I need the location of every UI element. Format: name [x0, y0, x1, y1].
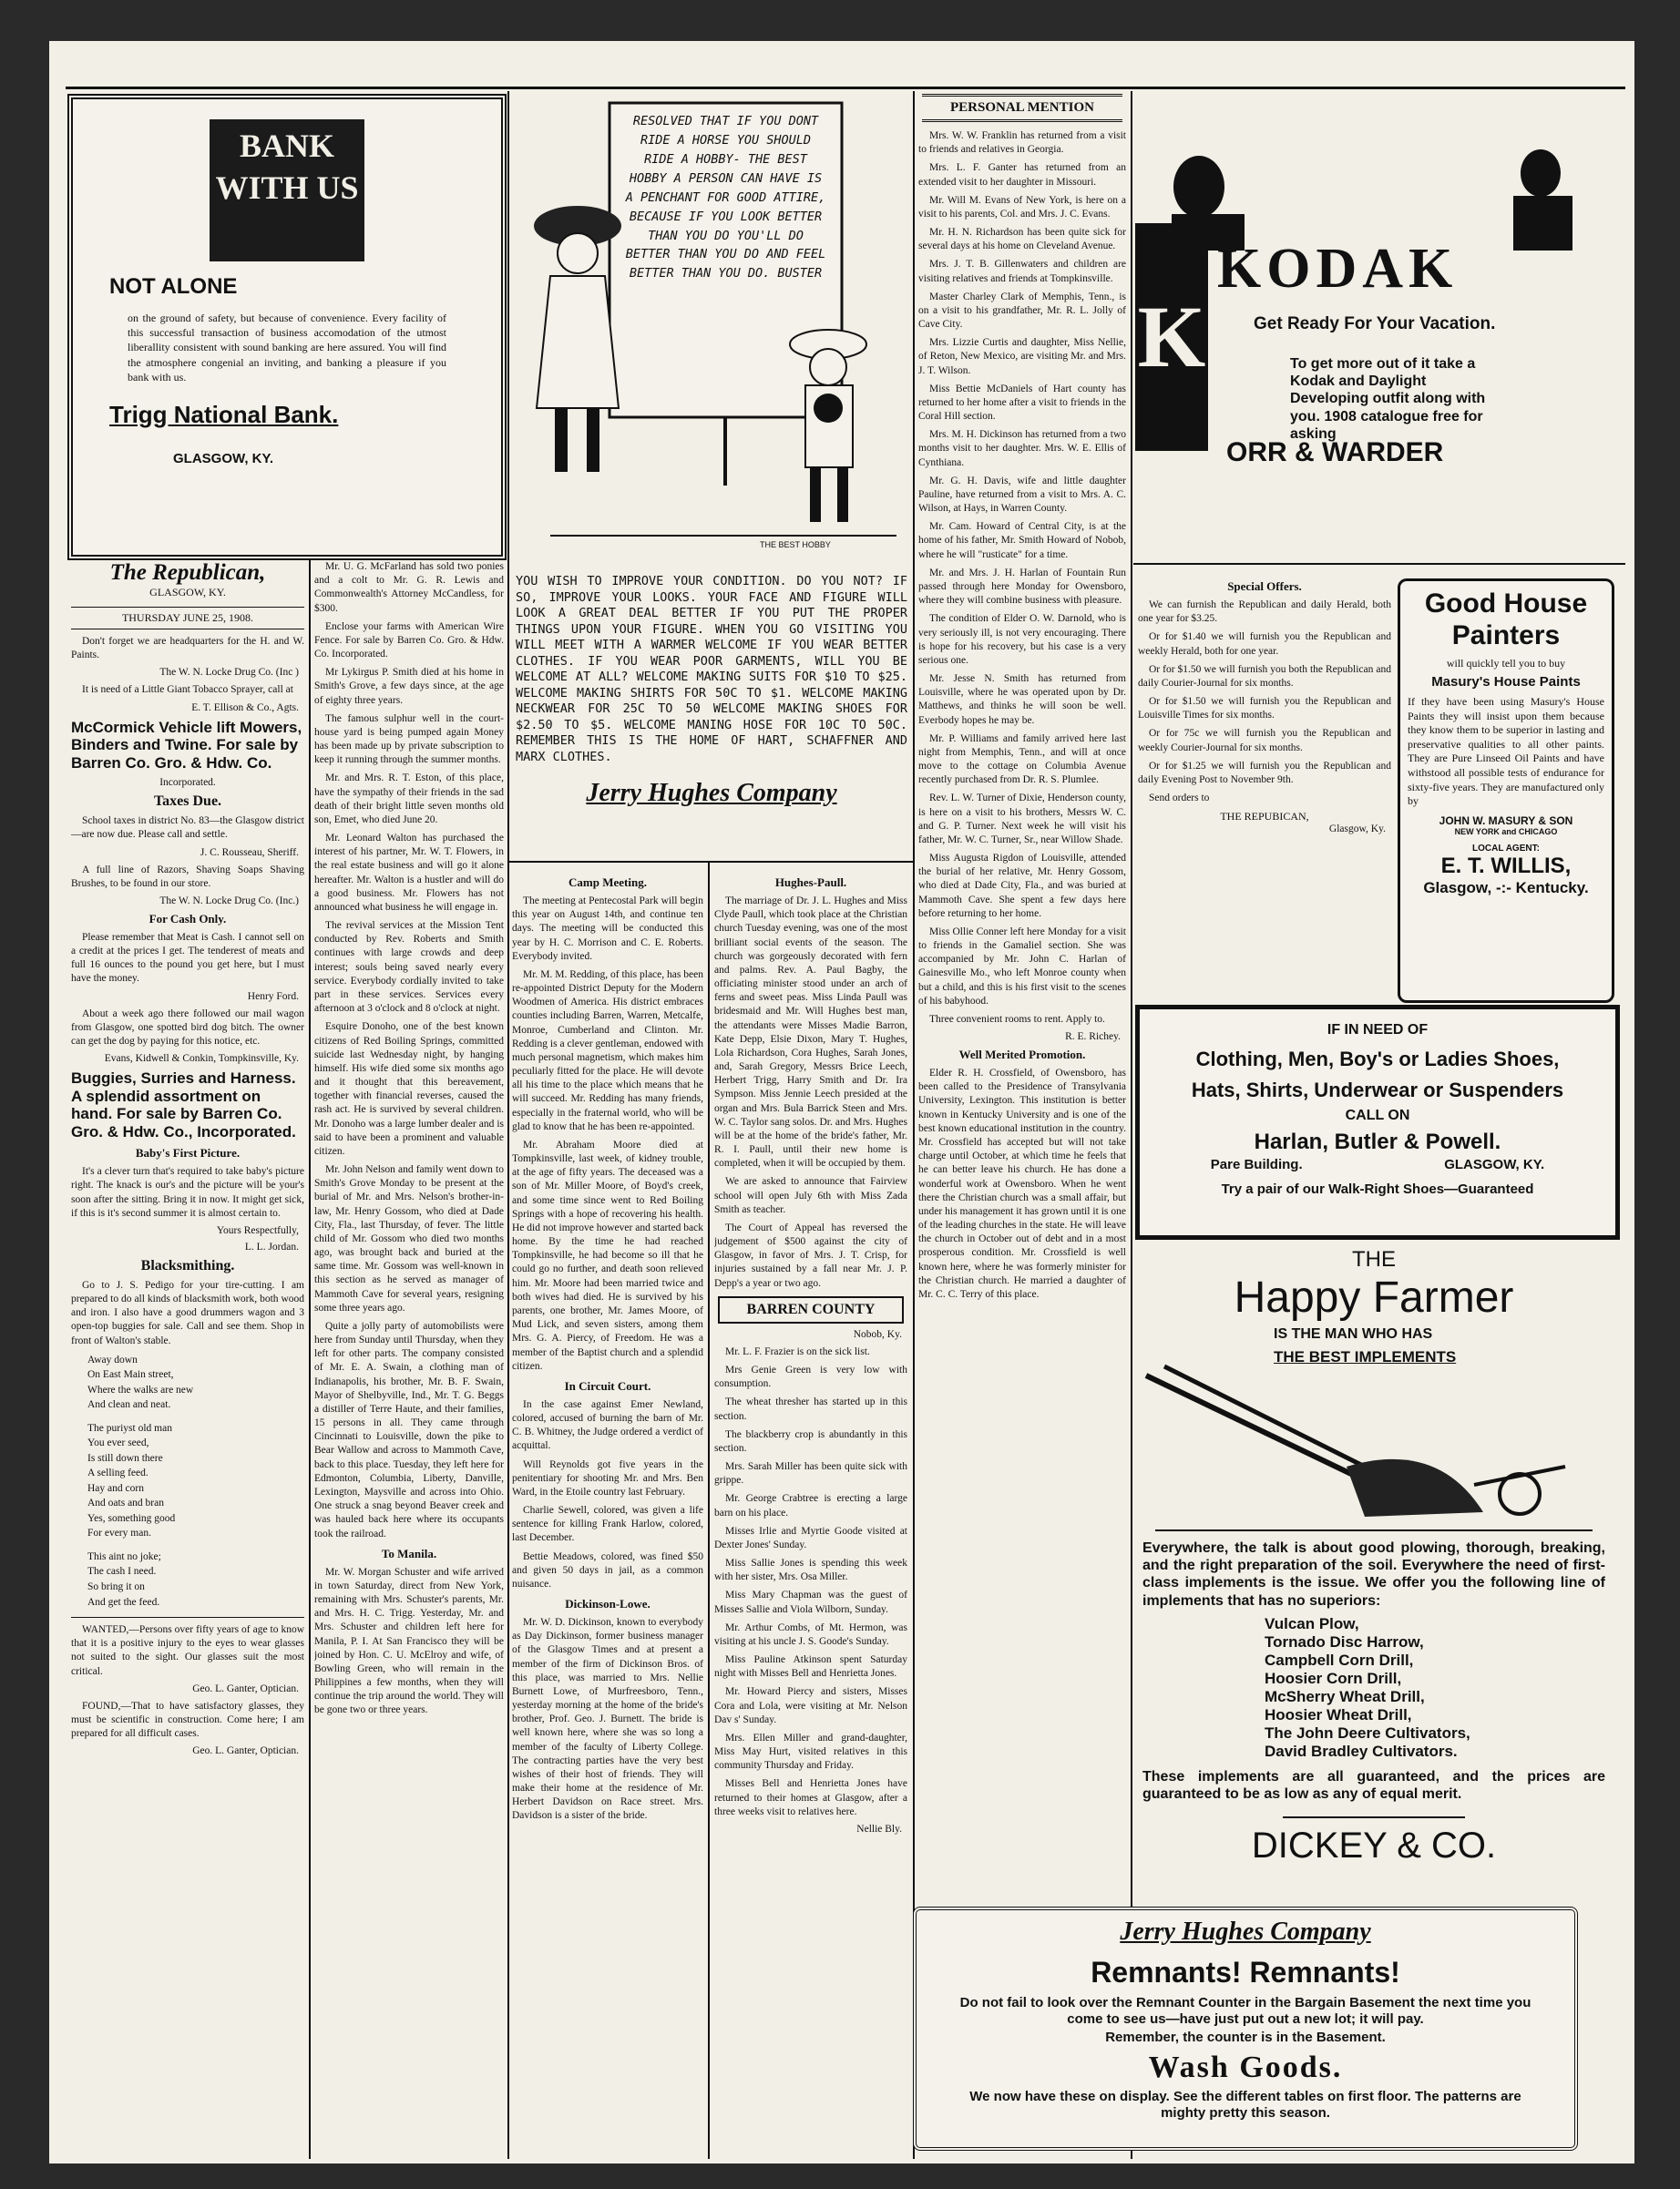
- farmer-the: THE: [1352, 1247, 1396, 1272]
- taxes-text: School taxes in district No. 83—the Glasgow district—are now due. Please call and settle.: [71, 815, 304, 841]
- news-item: Mr. and Mrs. R. T. Eston, of this place, have the sympathy of their friends in the sad death of their bright little seven months old son, Emet, who died June 20.: [314, 772, 504, 825]
- farmer-guarantee: These implements are all guaranteed, and the prices are guaranteed to be as low as any of equal merit.: [1142, 1769, 1605, 1803]
- offer-item: Or for $1.25 we will furnish you the Republican and daily Evening Post to November 9th.: [1138, 760, 1391, 785]
- painters-maker-place: NEW YORK and CHICAGO: [1454, 826, 1558, 836]
- news-item: The blackberry crop is abundantly in this section.: [714, 1428, 907, 1454]
- painters-ad: [1398, 578, 1614, 1003]
- personal-mention-heading: PERSONAL MENTION: [922, 94, 1122, 122]
- bank-ad: [67, 94, 507, 560]
- list-item: David Bradley Cultivators.: [1265, 1743, 1458, 1761]
- poem-line: The cash I need.: [87, 1566, 157, 1578]
- barren-heading: BARREN COUNTY: [718, 1296, 904, 1324]
- razors-text: A full line of Razors, Shaving Soaps Shaving Brushes, to be found in our store.: [71, 864, 304, 889]
- poem-gap: [87, 1542, 304, 1550]
- news-item: We are asked to announce that Fairview school will open July 6th with Miss Zada Smith as teacher.: [714, 1176, 907, 1215]
- painters-agent: E. T. WILLIS,: [1440, 853, 1572, 878]
- found-text: FOUND,—That to have satisfactory glasses, they must be scientific in construction. Come here; I am prepared for all difficult cases.: [71, 1700, 304, 1740]
- kodak-initial: K: [1135, 223, 1208, 451]
- offer-item: Or for $1.50 we will furnish you both the Republican and daily Courier-Journal for six months.: [1138, 663, 1391, 689]
- column-rule: [913, 91, 915, 2159]
- harlan-building: Pare Building.: [1210, 1157, 1303, 1172]
- news-item: Esquire Donoho, one of the best known citizens of Red Boiling Springs, committed suicide last Wednesday night, by hanging himself. His wife died some six months ago and it thought that this bereavement, together with financial reverses, caused the rash act. He is survived by several children. Mr. Donoho was a large lumber dealer and is said to have been a prominent and valuable citizen.: [314, 1021, 504, 1157]
- hughes-paull-text: The marriage of Dr. J. L. Hughes and Miss Clyde Paull, which took place at the Christian church Tuesday evening, was one of the most brilliant social events of the season. The church was gorgeously decorated with fern and palms. Rev. A. Paul Bagby, the officiating minister stood under an arch of ferns and sweet peas. Miss Linda Paull was bridesmaid and Mr. Will Hughes best man, the attendants were Misses Madie Barron, Kate Depp, Elsie Dixon, Mary T. Hughes, Lola Richardson, Cora Hughes, Sarah Jones, and, Sarah Gregory, Messrs Brice Leech, Herbert Trigg, Harry Smith and Dr. Ira Sympson. Miss Jennie Leech presided at the organ and Mrs. Bula Barrick Steen and Mrs. W. C. Taylor sang solos. Dr. and Mrs. Hughes will be at the home of the bride's father, Mr. R. I. Paull, until their new home is completed, when it will be occupied by them.: [714, 895, 907, 1170]
- offer-item: Or for $1.40 we will furnish you the Republican and weekly Herald, both for one year.: [1138, 631, 1391, 657]
- news-item: Mrs Genie Green is very low with consumption.: [714, 1364, 907, 1390]
- kodak-brand: KODAK: [1217, 238, 1459, 300]
- offers-place: Glasgow, Ky.: [1328, 823, 1386, 835]
- local-notice: Don't forget we are headquarters for the H. and W. Paints.: [71, 636, 304, 661]
- signature: E. T. Ellison & Co., Agts.: [191, 701, 299, 713]
- news-item: Mrs. Lizzie Curtis and daughter, Miss Nellie, of Reton, New Mexico, are visiting Mr. and Mrs. J. T. Wilson.: [918, 337, 1126, 376]
- local-notice: It is need of a Little Giant Tobacco Sprayer, call at: [82, 684, 293, 696]
- column-rule: [507, 91, 509, 2159]
- painters-product: Masury's House Paints: [1431, 674, 1581, 690]
- news-item: Miss Augusta Rigdon of Louisville, attended the burial of her relative, Mr. Henry Gossom, who died at Dade City, Fla., and was buried at Mammoth Cave. She spent a few days here before returning to her home.: [918, 853, 1126, 919]
- kodak-tagline: Get Ready For Your Vacation.: [1254, 314, 1496, 333]
- news-item: Mr. Arthur Combs, of Mt. Hermon, was visiting at his uncle J. S. Goode's Sunday.: [714, 1621, 907, 1647]
- signature: Evans, Kidwell & Conkin, Tompkinsville, Ky.: [104, 1053, 299, 1065]
- cartoon-caption: THE BEST HOBBY: [760, 540, 831, 549]
- news-item: The Court of Appeal has reversed the judgement of $500 against the city of Glasgow, in favor of Mrs. J. T. Crisp, for injuries sustained by a fall near Mr. J. P. Depp's a year or two ago.: [714, 1222, 907, 1289]
- harlan-line1: IF IN NEED OF: [1327, 1022, 1429, 1038]
- rule: [71, 1617, 304, 1618]
- news-item: The condition of Elder O. W. Darnold, who is very seriously ill, is not very encouraging. There is hope for his recovery, but his case is a very serious one.: [918, 613, 1126, 666]
- list-item: Vulcan Plow,: [1265, 1614, 1359, 1632]
- poem-line: Is still down there: [87, 1452, 163, 1464]
- rule: [509, 861, 913, 863]
- farmer-sub1: IS THE MAN WHO HAS: [1274, 1326, 1433, 1342]
- poem-line: You ever seed,: [87, 1437, 149, 1449]
- plow-illustration: [1137, 1357, 1611, 1539]
- painters-body: If they have been using Masury's House Paints they will insist upon them because they know them to be superior in lasting and preservative qualities to all other paints. They are Pure Linseed Oil Paints and have withstood all possible tests of endurance for sixty-five years. They are manufactured only by: [1408, 695, 1604, 808]
- news-item: Mr. G. H. Davis, wife and little daughter Pauline, have returned from a visit to Mrs. A. C. Wilson, at Hays, in Warren County.: [918, 475, 1126, 515]
- list-item: The John Deere Cultivators,: [1265, 1724, 1470, 1743]
- cartoon-speech: RESOLVED THAT IF YOU DONT RIDE A HORSE YOU SHOULD RIDE A HOBBY- THE BEST HOBBY A PERSON CAN HAVE IS A PENCHANT FOR GOOD ATTIRE, BECAUSE IF YOU LOOK BETTER THAN YOU DO YOU'LL DO BETTER THAN YOU DO AND FEEL BETTER THAN YOU DO. BUSTER: [625, 114, 826, 281]
- offer-item: Or for 75c we will furnish you the Republican and weekly Courier-Journal for six months.: [1138, 728, 1391, 753]
- news-item: Mrs. L. F. Ganter has returned from an extended visit to her daughter in Missouri.: [918, 162, 1126, 188]
- signature: J. C. Rousseau, Sheriff.: [200, 846, 299, 858]
- signature: The W. N. Locke Drug Co. (Inc ): [159, 667, 299, 679]
- poem-line: And get the feed.: [87, 1596, 160, 1608]
- farmer-heading: Happy Farmer: [1234, 1274, 1514, 1322]
- dog-text: About a week ago there followed our mail wagon from Glasgow, one spotted bird dog bitch. The owner can get the dog by paying for this notice, etc.: [71, 1008, 304, 1047]
- offers-to: THE REPUBICAN,: [1220, 810, 1309, 823]
- bank-body: on the ground of safety, but because of convenience. Every facility of this successful transaction of business accomodation of the utmost liberallity consistent with sound banking are here assured. You will find the atmosphere congenial an inviting, and banking a pleasure if you bank with us.: [128, 312, 446, 384]
- news-item: Mr. Leonard Walton has purchased the interest of his partner, Mr. W. T. Flowers, in the real estate business and will go it alone hereafter. Mr. Walton is a hustler and will do a good business. Mr. Flowers has not announced what business he will engage in.: [314, 833, 504, 913]
- harlan-ad: [1135, 1005, 1620, 1240]
- mccormick-ad: McCormick Vehicle lift Mowers, Binders and Twine. For sale by Barren Co. Gro. & Hdw. Co.: [71, 718, 302, 772]
- news-item: Rev. L. W. Turner of Dixie, Henderson county, is here on a visit to his brothers, Messrs W. C. and G. P. Turner. Next week he will visit his father, Mr. W. C. Turner, Sr., near Willow Shade.: [918, 793, 1126, 845]
- court-item: Will Reynolds got five years in the penitentiary for shooting Mr. and Mrs. Ben Ward, in the Etoile country last February.: [512, 1458, 703, 1498]
- signature: The W. N. Locke Drug Co. (Inc.): [159, 895, 299, 906]
- newspaper-page: [49, 41, 1634, 2163]
- poem-line: Yes, something good: [87, 1512, 176, 1524]
- painters-sub: will quickly tell you to buy: [1446, 657, 1566, 670]
- news-item: Mrs. Ellen Miller and grand-daughter, Miss May Hurt, visited relatives in this community Thursday and Friday.: [714, 1732, 907, 1772]
- offers-heading: Special Offers.: [1227, 579, 1302, 593]
- signature: Yours Respectfully,: [216, 1224, 299, 1236]
- court-item: Charlie Sewell, colored, was given a life sentence for killing Frank Harlow, colored, last December.: [512, 1505, 703, 1544]
- painters-agent-place: Glasgow, -:- Kentucky.: [1423, 878, 1589, 896]
- kodak-body: To get more out of it take a Kodak and Daylight Developing outfit along with you. 1908 catalogue free for asking: [1290, 356, 1486, 442]
- news-item: Mr. L. F. Frazier is on the sick list.: [725, 1345, 870, 1357]
- news-item: Mr. Abraham Moore died at Tompkinsville, last week, of kidney trouble, at the age of fifty years. The deceased was a son of Mr. Miller Moore, of Boyd's creek, and some time since went to Red Boiling Springs with a hope of recovering his health. He did not improve however and started back home. By the time he had reached Tompkinsville, he had become so ill that he could go no further, and death soon relieved him. Mr. Moore had been married twice and both wives had died. He is survived by his parents, one brother, Mr. James Moore, of Mud Lick, and seven sisters, among them Mrs. G. A. Piercy, of Freedom. He was a member of the Baptist church and a splendid citizen.: [512, 1139, 703, 1372]
- news-item: Mr. John Nelson and family went down to Smith's Grove Monday to be present at the burial of Mr. and Mrs. Nelson's brother-in-law, Mr. Henry Gossom, who died at Dade City, Fla., last Thursday, of fever. The little child of Mr. Gossom who died two months ago, was brought back and buried at the same time. Mr. Gossom was well-known in this section as he served as manager of Mammoth Cave for several years, resigning some three years ago.: [314, 1164, 504, 1314]
- signature: L. L. Jordan.: [244, 1241, 299, 1253]
- hughes-paull-heading: Hughes-Paull.: [774, 875, 847, 889]
- kodak-dealer: ORR & WARDER: [1226, 437, 1444, 467]
- court-item: Bettie Meadows, colored, was fined $50 and given 50 days in jail, as a common nuisance.: [512, 1550, 703, 1590]
- blacksmith-heading: Blacksmithing.: [140, 1257, 235, 1274]
- baby-heading: Baby's First Picture.: [135, 1146, 241, 1161]
- poem-line: Hay and corn: [87, 1482, 144, 1494]
- list-item: Hoosier Corn Drill,: [1265, 1669, 1402, 1687]
- court-heading: In Circuit Court.: [564, 1378, 651, 1393]
- news-item: Mrs. M. H. Dickinson has returned from a two months visit to her daughter. Mrs. W. E. Ellis of Cynthiana.: [918, 429, 1126, 468]
- poem-line: So bring it on: [87, 1581, 145, 1592]
- news-item: Mr. Cam. Howard of Central City, is at the home of his father, Mr. Smith Howard of Nobob, where he will "rusticate" for a time.: [918, 521, 1126, 560]
- baby-text: It's a clever turn that's required to take baby's picture right. The knack is our's and the picture will be your's soon after the sitting. Bring it in now. It might get sick, if this is it's second summer it is almost certain to.: [71, 1166, 304, 1219]
- farmer-dealer: DICKEY & CO.: [1251, 1825, 1497, 1866]
- news-item: Mrs. W. W. Franklin has returned from a visit to friends and relatives in Georgia.: [918, 130, 1126, 156]
- signature: Geo. L. Ganter, Optician.: [192, 1683, 299, 1694]
- signature: Nellie Bly.: [856, 1823, 902, 1835]
- cash-heading: For Cash Only.: [149, 911, 227, 926]
- poem-line: A selling feed.: [87, 1468, 149, 1479]
- news-item: Mr. Will M. Evans of New York, is here on a visit to his parents, Col. and Mrs. J. C. Evans.: [918, 194, 1126, 220]
- news-item: Mrs. J. T. B. Gillenwaters and children are visiting relatives and friends at Tompkinsville.: [918, 259, 1126, 284]
- blacksmith-text: Go to J. S. Pedigo for your tire-cutting. I am prepared to do all kinds of blacksmith work, both wood and iron. I also have a good drummers wagon and 3 open-top buggies for sale. Call and see them. Shop in front of Walton's stable.: [71, 1279, 304, 1346]
- dickinson-text: Mr. W. D. Dickinson, known to everybody as Day Dickinson, former business manager of the Glasgow Times and at present a member of the firm of Dickinson Bros. of this place, was married to Mrs. Nellie Burnett Lowe, of Murfreesboro, Tenn., yesterday morning at the home of the bride's brother, Prof. Geo. J. Burnett. The bride is well known here, where she was so long a member of the faculty of Liberty College. The contracting parties have the very best wishes of their host of friends. They will make their home at the residence of Mr. Herbert Davidson on Race street. Mrs. Davidson is a sister of the bride.: [512, 1617, 703, 1822]
- bank-name: Trigg National Bank.: [109, 400, 339, 428]
- offers-send: Send orders to: [1149, 793, 1210, 804]
- remnants-heading: Remnants! Remnants!: [1091, 1956, 1400, 1989]
- news-item: The wheat thresher has started up in this section.: [714, 1396, 907, 1422]
- rule: [1133, 563, 1625, 565]
- news-item: Misses Irlie and Myrtie Goode visited at Dexter Jones' Sunday.: [714, 1525, 907, 1550]
- news-item: The revival services at the Mission Tent conducted by Rev. Roberts and Smith continues with large crowds and deep interest; souls being saved nearly every service. Everybody cordially invited to take part in these services. Services every afternoon at 3 o'clock and 8 o'clock at night.: [314, 920, 504, 1015]
- rooms-text: Three convenient rooms to rent. Apply to.: [929, 1013, 1105, 1025]
- news-item: Mr Lykirgus P. Smith died at his home in Smith's Grove, a few days since, at the age of eighty three years.: [314, 667, 504, 706]
- remnants-body: Do not fail to look over the Remnant Counter in the Bargain Basement the next time you come to see us—have just put out a new lot; it will pay.: [959, 1995, 1531, 2027]
- column-rule: [309, 560, 311, 2159]
- news-item: Mr. George Crabtree is erecting a large barn on his place.: [714, 1493, 907, 1519]
- top-rule: [66, 87, 1625, 89]
- harlan-place: GLASGOW, KY.: [1444, 1157, 1545, 1172]
- poem-line: This aint no joke;: [87, 1550, 161, 1562]
- cash-text: Please remember that Meat is Cash. I cannot sell on a credit at the prices I get. The tenderest of meats and full 16 ounces to the pound you get here, but I must have the money.: [71, 931, 304, 985]
- painters-heading: Good House Painters: [1424, 588, 1588, 650]
- farmer-ad: [1137, 1243, 1611, 1872]
- column-5: [918, 94, 1126, 1899]
- signature: R. E. Richey.: [1065, 1031, 1121, 1043]
- bank-logo: BANK WITH US: [210, 119, 364, 261]
- offer-item: We can furnish the Republican and daily Herald, both one year for $3.25.: [1138, 599, 1391, 625]
- signature: Henry Ford.: [247, 990, 299, 1002]
- masthead-date: THURSDAY JUNE 25, 1908.: [121, 611, 254, 624]
- list-item: Hoosier Wheat Drill,: [1265, 1705, 1412, 1724]
- remnants-company: Jerry Hughes Company: [1120, 1918, 1371, 1946]
- promotion-heading: Well Merited Promotion.: [958, 1048, 1086, 1062]
- taxes-heading: Taxes Due.: [153, 793, 222, 810]
- news-item: Mr. U. G. McFarland has sold two ponies and a colt to Mr. G. R. Lewis and Commonwealth's Attorney McCandless, for $300.: [314, 561, 504, 614]
- barren-place: Nobob, Ky.: [853, 1328, 902, 1340]
- harlan-name: Harlan, Butler & Powell.: [1254, 1130, 1501, 1154]
- buggies-ad: Buggies, Surries and Harness. A splendid assortment on hand. For sale by Barren Co. Gro. & Hdw. Co., Incorporated.: [71, 1069, 296, 1141]
- poem-line: For every man.: [87, 1528, 151, 1539]
- dickinson-heading: Dickinson-Lowe.: [565, 1597, 650, 1611]
- news-item: Enclose your farms with American Wire Fence. For sale by Barren Co. Gro. & Hdw. Co. Incorporated.: [314, 620, 504, 660]
- news-item: Misses Bell and Henrietta Jones have returned to their homes at Glasgow, after a three weeks visit to relatives here.: [714, 1778, 907, 1817]
- wash-goods-heading: Wash Goods.: [1148, 2051, 1343, 2084]
- wanted-text: WANTED,—Persons over fifty years of age to know that it is a positive injury to the eyes to wear glasses not suited to the sight. Our glasses suit the most critical.: [71, 1624, 304, 1677]
- poem-line: The puriyst old man: [87, 1422, 172, 1434]
- signature: Incorporated.: [159, 777, 216, 789]
- column-rule: [1131, 91, 1132, 2159]
- poem-line: Where the walks are new: [87, 1384, 194, 1396]
- camp-heading: Camp Meeting.: [569, 875, 647, 889]
- cartoon-ad: [514, 94, 907, 568]
- harlan-line3: Hats, Shirts, Underwear or Suspenders: [1191, 1079, 1564, 1101]
- poem-line: And oats and bran: [87, 1498, 164, 1509]
- news-item: Mr. P. Williams and family arrived here last night from Memphis, Tenn., and will at once move to the cottage on Columbia Avenue recently purchased from Dr. R. S. Plumlee.: [918, 732, 1126, 786]
- news-item: Master Charley Clark of Memphis, Tenn., is on a visit to his grandfather, Mr. R. L. Jolly of Cave City.: [918, 291, 1126, 331]
- implement-list: [1265, 1615, 1611, 1761]
- bank-location: GLASGOW, KY.: [173, 450, 274, 466]
- column-4: [714, 870, 907, 2159]
- bank-headline: NOT ALONE: [109, 274, 238, 299]
- news-item: Mr. H. N. Richardson has been quite sick for several days at his home on Cleveland Avenue.: [918, 227, 1126, 252]
- news-item: Miss Ollie Conner left here Monday for a visit to friends in the Gamaliel section. She was accompanied by Mr. John C. Harlan of Gainesville Mo., who left Monroe county when but a child, and this is his first visit to the scenes of his babyhood.: [918, 926, 1126, 1007]
- manila-heading: To Manila.: [381, 1546, 437, 1560]
- news-item: Mr. Howard Piercy and sisters, Misses Cora and Lola, were visiting at Mr. Nelson Dav s' Sunday.: [714, 1686, 907, 1725]
- court-item: In the case against Emer Newland, colored, accused of burning the barn of Mr. C. B. Whitney, the Judge ordered a verdict of acquittal.: [512, 1398, 703, 1452]
- hughes-text: YOU WISH TO IMPROVE YOUR CONDITION. DO YOU NOT? IF SO, IMPROVE YOUR LOOKS. YOUR FACE AND FIGURE WILL LOOK A GREAT DEAL BETTER IF YOU PUT THE PROPER THINGS UPON YOUR FIGURE. WHEN YOU GO VISITING YOU WILL MEET WITH A WARMER WELCOME IF YOU WEAR BETTER CLOTHES. IF YOU WEAR POOR GARMENTS, WILL YOU BE WELCOME AT ALL? WELCOME MAKING SUITS FOR $10 TO $25. WELCOME MAKING SHIRTS FOR 50C TO $1. WELCOME MAKING NECKWEAR FOR 25C TO 50 WELCOME MAKING SHOES FOR $2.50 TO $5. WELCOME MANING HOSE FOR 10C TO 50C. REMEMBER THIS IS THE HOME OF HART, SCHAFFNER AND MARX CLOTHES.: [516, 574, 907, 765]
- wash-goods-body: We now have these on display. See the different tables on first floor. The patterns are mighty pretty this season.: [969, 2089, 1521, 2121]
- harlan-line2: Clothing, Men, Boy's or Ladies Shoes,: [1195, 1048, 1560, 1070]
- column-rule: [708, 861, 710, 2159]
- hughes-signature: Jerry Hughes Company: [586, 778, 837, 807]
- poem-line: And clean and neat.: [87, 1399, 171, 1411]
- news-item: Quite a jolly party of automobilists were here from Sunday until Thursday, when they left for other parts. The company consisted of Mr. E. A. Swain, a clothing man of Indianapolis, his brother, Mr. B. F. Swain, Mayor of Shelbyville, Ind., Mr. T. G. Beggs a distiller of Terre Haute, and their families, 15 persons in all. They came through Cincinnati to Louisville, down the pike to Bear Wallow and across to Mammoth Cave, back to this place. Tuesday, they left here for Edmonton, Columbia, Liberty, Danville, Lexington, Maysville and across into Ohio. One struck a snag beyond Beaver creek and was hauled back here where its occupants took the railroad.: [314, 1320, 504, 1539]
- kodak-ad: [1135, 132, 1591, 551]
- news-item: Mr. Jesse N. Smith has returned from Louisville, where he was operated upon by Dr. Matthews, and thinks he will soon be well. Everbody hopes he may be.: [918, 673, 1126, 726]
- news-item: Mr. and Mrs. J. H. Harlan of Fountain Run passed through here Monday for Owensboro, where they will combine business with pleasure.: [918, 567, 1126, 607]
- list-item: Campbell Corn Drill,: [1265, 1651, 1414, 1669]
- manila-text: Mr. W. Morgan Schuster and wife arrived in town Saturday, direct from New York, remaining with Mrs. Schuster's parents, Mr. and Mrs. H. C. Trigg. Yesterday, Mr. and Mrs. Schuster and children left here for Manila, P. I. At San Francisco they will be joined by Hon. C. U. McElroy and wife, of Bowling Green, who will remain in the Philippines a few months, when they will continue the trip around the world. They will be gone two or three years.: [314, 1566, 504, 1716]
- news-item: Miss Sallie Jones is spending this week with her sister, Mrs. Osa Miller.: [714, 1558, 907, 1583]
- poem-gap: [87, 1414, 304, 1421]
- rule: [1283, 1816, 1465, 1818]
- column-3: [512, 870, 703, 2159]
- masthead-title: The Republican,: [109, 560, 266, 585]
- painters-agent-label: LOCAL AGENT:: [1472, 843, 1540, 854]
- list-item: McSherry Wheat Drill,: [1265, 1687, 1425, 1705]
- poem-line: Away down: [87, 1354, 138, 1366]
- news-item: Miss Pauline Atkinson spent Saturday night with Misses Bell and Henrietta Jones.: [714, 1654, 907, 1680]
- news-item: Miss Mary Chapman was the guest of Misses Sallie and Viola Wilborn, Sunday.: [714, 1590, 907, 1615]
- painters-maker: JOHN W. MASURY & SON: [1439, 813, 1573, 827]
- column-2: [314, 560, 504, 2159]
- remnants-ad: [913, 1907, 1578, 2151]
- promotion-text: Elder R. H. Crossfield, of Owensboro, has been called to the Presidence of Transylvania University, Lexington. This institution is better known in Kentucky University and is one of the best known educational institution in the country. Mr. Crossfield has accepted but will not take charge until October, at which time he feels that he can better leave his church. He has done a wonderful work at Owensboro. When he went there the Christian church was a small affair, but under his management it has grown until it is one of the leading churches in the state. He will leave the church in October out of debt and in a most prosperous condition. Mr. Crossfield is well known here, where he was formerly minister for the Christian church. He married a daughter of Mr. C. C. Terry of this place.: [918, 1068, 1126, 1300]
- column-1: [71, 560, 304, 2159]
- farmer-body: Everywhere, the talk is about good plowing, thorough, breaking, and the right preparation of the soil. Everywhere the need of first-class implements is the issue. We offer you the following line of implements that has no superiors:: [1142, 1540, 1605, 1609]
- offer-item: Or for $1.50 we will furnish you the Republican and Louisville Times for six months.: [1138, 696, 1391, 721]
- news-item: Mrs. Sarah Miller has been quite sick with grippe.: [714, 1461, 907, 1487]
- rule: [71, 607, 304, 608]
- masthead-place: GLASGOW, KY.: [149, 586, 226, 598]
- remnants-note: Remember, the counter is in the Basement.: [1105, 2030, 1386, 2045]
- camp-text: The meeting at Pentecostal Park will begin this year on August 14th, and continue ten days. The meeting will be conducted this year by H. C. Morrison and C. E. Roberts. Everybody invited.: [512, 895, 703, 962]
- news-item: Mr. M. M. Redding, of this place, has been re-appointed District Deputy for the Modern Woodmen of America. His district embraces counties including Barren, Warren, Metcalfe, Monroe, Cumberland and Clinton. Mr. Redding is a clever gentleman, endowed with much personal magnetism, which makes him peculiarly fitted for the place. He will devote all his time to the place which means that he will succeed. Mr. Redding has many friends, especially in the fraternal world, who will be glad to know that he has been re-appointed.: [512, 968, 703, 1132]
- list-item: Tornado Disc Harrow,: [1265, 1632, 1424, 1651]
- harlan-line4: CALL ON: [1345, 1108, 1410, 1123]
- farmer-sub2: THE BEST IMPLEMENTS: [1274, 1348, 1457, 1366]
- special-offers: [1138, 574, 1391, 1002]
- signature: Geo. L. Ganter, Optician.: [192, 1745, 299, 1757]
- harlan-tag: Try a pair of our Walk-Right Shoes—Guaranteed: [1221, 1181, 1534, 1197]
- poem-line: On East Main street,: [87, 1369, 174, 1381]
- news-item: Miss Bettie McDaniels of Hart county has returned to her home after a visit to friends in the Coral Hill section.: [918, 383, 1126, 423]
- news-item: The famous sulphur well in the court-house yard is being pumped again Money has been made up by private subscription to keep it running through the summer months.: [314, 712, 504, 766]
- hughes-ad: [516, 574, 907, 856]
